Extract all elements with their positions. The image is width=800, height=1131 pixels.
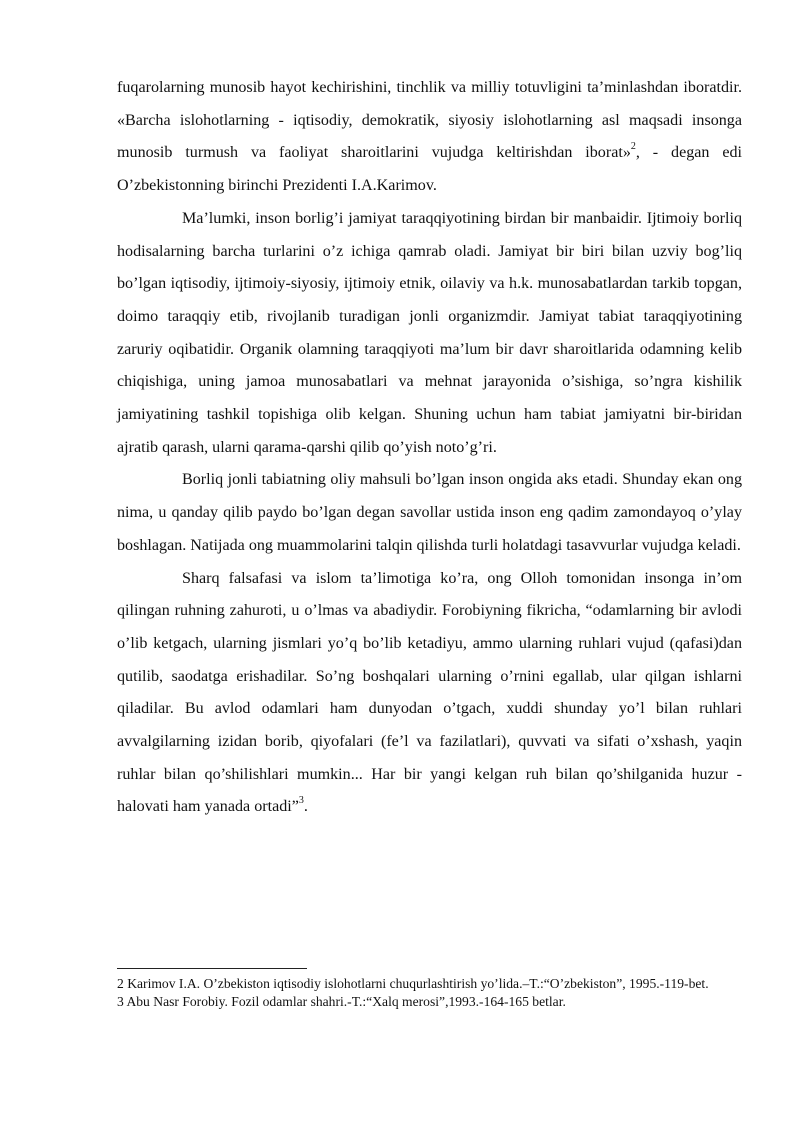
footnote-separator [117,968,307,969]
paragraph-1 [117,72,742,203]
footnote-ref-2[interactable]: 2 [630,141,636,153]
paragraph-4-after: . [303,798,308,816]
paragraph-4 [117,563,742,825]
page-body [117,72,742,824]
footnotes [117,975,742,1012]
paragraph-4-text: Sharq falsafasi va islom ta’limotiga ko’ra, ong Olloh tomonidan insonga in’om qilingan ruhning zahuroti, u o’lmas va abadiydir. Forobiyning fikricha, “odamlarning bir avlodi o’lib ketgach, ularning jismlari yo’q bo’lib ketadiyu, ammo ularning ruhlari vujud (qafasi)dan qutilib, saodatga erishadilar. So’ng boshqalari ularning o’rnini egallab, ular qilgan ishlarni qiladilar. Bu avlod odamlari ham dunyodan o’tgach, xuddi shunday yo’l bilan ruhlari avvalgilarning izidan borib, qiyofalari (fe’l va fazilatlari), quvvati va sifati o’xshash, yaqin ruhlar bilan qo’shilishlari mumkin... Har bir yangi kelgan ruh bilan qo’shilganida huzur - halovati ham yanada ortadi” [117,569,742,816]
paragraph-1-after: , - degan edi O’zbekistonning birinchi Prezidenti I.A.Karimov. [117,144,743,195]
footnote-2: 2 Karimov I.A. O’zbekiston iqtisodiy islohotlarni chuqurlashtirish yo’lida.–T.:“O’zbekiston”, 1995.-119-bet. [117,976,709,991]
footnote-3: 3 Abu Nasr Forobiy. Fozil odamlar shahri.-T.:“Xalq merosi”,1993.-164-165 betlar. [117,994,566,1010]
paragraph-2: Ma’lumki, inson borlig’i jamiyat taraqqiyotining birdan bir manbaidir. Ijtimoiy borliq hodisalarning barcha turlarini o’z ichiga qamrab oladi. Jamiyat bir biri bilan uzviy bog’liq bo’lgan iqtisodiy, ijtimoiy-siyosiy, ijtimoiy etnik, oilaviy va h.k. munosabatlardan tarkib topgan, doimo taraqqiy etib, rivojlanib turadigan jonli organizmdir. Jamiyat tabiat taraqqiyotining zaruriy oqibatidir. Organik olamning taraqqiyoti ma’lum bir davr sharoitlarida odamning kelib chiqishiga, uning jamoa munosabatlari va mehnat jarayonida o’sishiga, so’ngra kishilik jamiyatining tashkil topishiga olib kelgan. Shuning uchun ham tabiat jamiyatni bir-biridan ajratib qarash, ularni qarama-qarshi qilib qo’yish noto’g’ri. [117,209,742,456]
footnote-ref-3[interactable]: 3 [298,795,304,807]
paragraph-3: Borliq jonli tabiatning oliy mahsuli bo’lgan inson ongida aks etadi. Shunday ekan ong nima, u qanday qilib paydo bo’lgan degan savollar ustida inson eng qadim zamondayoq o’ylay boshlagan. Natijada ong muammolarini talqin qilishda turli holatdagi tasavvurlar vujudga keladi. [117,471,742,554]
paragraph-1-text: fuqarolarning munosib hayot kechirishini, tinchlik va milliy totuvligini ta’minlashdan iboratdir. «Barcha islohotlarning - iqtisodiy, demokratik, siyosiy islohotlarning asl maqsadi insonga munosib turmush va faoliyat sharoitlarini vujudga keltirishdan iborat» [117,79,742,162]
